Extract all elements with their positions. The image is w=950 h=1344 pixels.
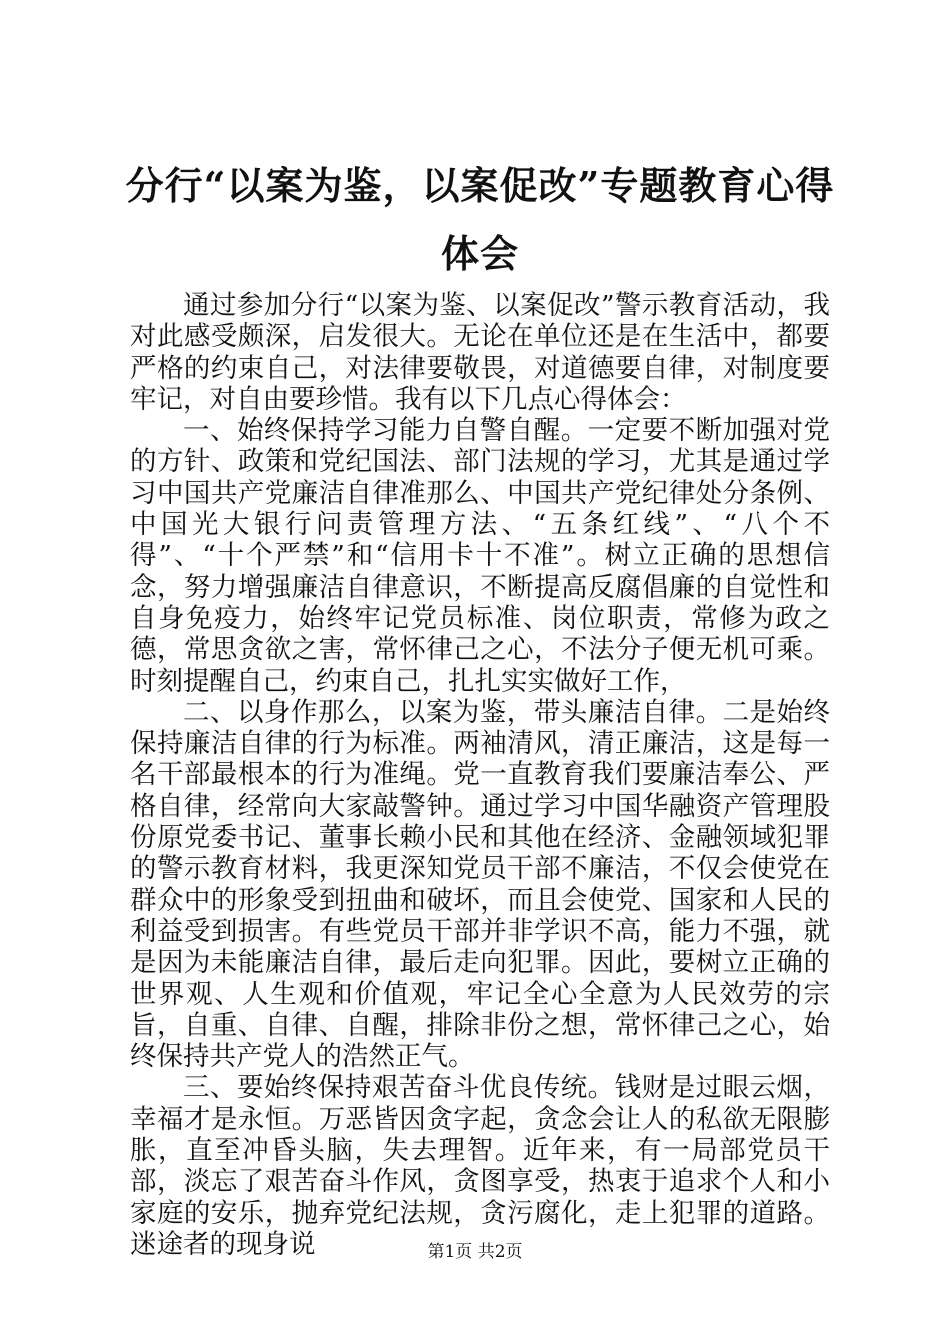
paragraph-intro: 通过参加分行“以案为鉴、以案促改”警示教育活动，我对此感受颇深，启发很大。无论在单位还是在生活中，都要严格的约束自己，对法律要敬畏，对道德要自律，对制度要牢记，对自由要珍惜。我有以下几点心得体会： bbox=[130, 290, 830, 415]
paragraph-point-two: 二、以身作那么，以案为鉴，带头廉洁自律。二是始终保持廉洁自律的行为标准。两袖清风，清正廉洁，这是每一名干部最根本的行为准绳。党一直教育我们要廉洁奉公、严格自律，经常向大家敲警钟。通过学习中国华融资产管理股份原党委书记、董事长赖小民和其他在经济、金融领域犯罪的警示教育材料，我更深知党员干部不廉洁，不仅会使党在群众中的形象受到扭曲和破坏，而且会使党、国家和人民的利益受到损害。有些党员干部并非学识不高，能力不强，就是因为未能廉洁自律，最后走向犯罪。因此，要树立正确的世界观、人生观和价值观，牢记全心全意为人民效劳的宗旨，自重、自律、自醒，排除非份之想，常怀律己之心，始终保持共产党人的浩然正气。 bbox=[130, 696, 830, 1073]
page-number-footer: 第1页 共2页 bbox=[427, 1242, 523, 1262]
document-body bbox=[130, 290, 830, 1260]
paragraph-point-three: 三、要始终保持艰苦奋斗优良传统。钱财是过眼云烟，幸福才是永恒。万恶皆因贪字起，贪念会让人的私欲无限膨胀，直至冲昏头脑，失去理智。近年来，有一局部党员干部，淡忘了艰苦奋斗作风，贪图享受，热衷于追求个人和小家庭的安乐，抛弃党纪法规，贪污腐化，走上犯罪的道路。迷途者的现身说 bbox=[130, 1072, 830, 1260]
paragraph-point-one: 一、始终保持学习能力自警自醒。一定要不断加强对党的方针、政策和党纪国法、部门法规的学习，尤其是通过学习中国共产党廉洁自律准那么、中国共产党纪律处分条例、中国光大银行问责管理方法、“五条红线”、“八个不得”、“十个严禁”和“信用卡十不准”。树立正确的思想信念，努力增强廉洁自律意识，不断提高反腐倡廉的自觉性和自身免疫力，始终牢记党员标准、岗位职责，常修为政之德，常思贪欲之害，常怀律己之心，不法分子便无机可乘。时刻提醒自己，约束自己，扎扎实实做好工作， bbox=[130, 415, 830, 697]
document-title: 分行“以案为鉴，以案促改”专题教育心得体会 bbox=[125, 163, 835, 276]
